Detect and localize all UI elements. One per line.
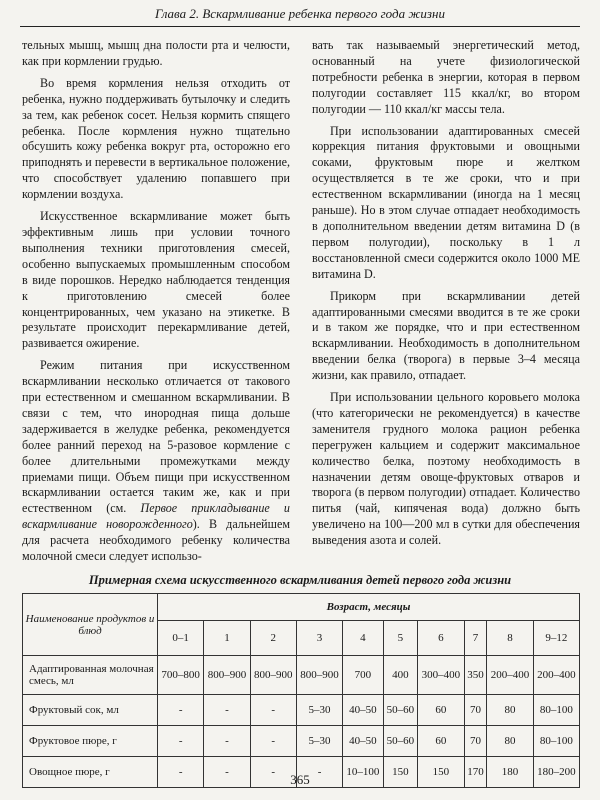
table-row bbox=[23, 726, 580, 757]
table-cell: 70 bbox=[464, 695, 487, 726]
table-cell: - bbox=[250, 726, 296, 757]
table-cell: 40–50 bbox=[343, 726, 383, 757]
table-cell: 60 bbox=[418, 695, 464, 726]
table-cell: 80–100 bbox=[533, 695, 579, 726]
table-cell: 180–200 bbox=[533, 757, 579, 788]
paragraph-text: ). В дальнейшем для расчета необходимого ребенку количества молочной смеси следует использо- bbox=[22, 517, 290, 564]
paragraph-text: Режим питания при искусственном вскармливании несколько отличается от такового при естественном и смешанном вскармливании. В связи с тем, что инородная пища дольше задерживается в желудке ребенка, рекомендуется более ранний переход на 5-разовое кормление с более длительными промежутками между приемами пищи. Объем пищи при искусственном вскармливании остается таким же, как и при естественном (см. bbox=[22, 358, 290, 516]
table-title: Примерная схема искусственного вскармливания детей первого года жизни bbox=[88, 573, 512, 587]
table-cell: 200–400 bbox=[487, 656, 533, 695]
product-name: Овощное пюре, г bbox=[23, 757, 158, 788]
paragraph: Искусственное вскармливание может быть эффективным лишь при условии точного выполнения техники приготовления смесей, особенно выпускаемых промышленным способом в виде порошков. Нередко наблюдается тенденция к приготовлению смесей более концентрированных, чем указано на этикетке. В результате происходит перекармливание детей, развивается ожирение. bbox=[22, 209, 290, 351]
feeding-schedule-table bbox=[22, 593, 580, 788]
left-text-column bbox=[22, 38, 290, 565]
table-cell: - bbox=[158, 726, 204, 757]
table-cell: 5–30 bbox=[296, 726, 342, 757]
age-column-header: 7 bbox=[464, 621, 487, 656]
table-cell: 150 bbox=[383, 757, 418, 788]
page-number: 365 bbox=[290, 772, 310, 787]
running-title: Глава 2. Вскармливание ребенка первого года жизни bbox=[20, 6, 580, 27]
table-cell: 80 bbox=[487, 695, 533, 726]
paragraph: тельных мышц, мышц дна полости рта и челюсти, как при кормлении грудью. bbox=[22, 38, 290, 68]
table-cell: 300–400 bbox=[418, 656, 464, 695]
paragraph bbox=[22, 358, 290, 565]
table-cell: 200–400 bbox=[533, 656, 579, 695]
table-cell: - bbox=[158, 757, 204, 788]
table-cell: - bbox=[250, 757, 296, 788]
paragraph: При использовании адаптированных смесей коррекция питания фруктовыми и овощными соками, фруктовым пюре и желтком осуществляется в те же сроки, что и при естественном вскармливании (иногда на 1 месяц раньше). Но в этом случае отпадает необходимость в дополнительном введении детям витамина D (в первом полугодии), поскольку в 1 л восстановленной смеси содержится около 1000 МЕ витамина D. bbox=[312, 123, 580, 281]
age-column-header: 2 bbox=[250, 621, 296, 656]
table-cell: - bbox=[204, 726, 250, 757]
table-cell: 400 bbox=[383, 656, 418, 695]
paragraph: Во время кормления нельзя отходить от ребенка, нужно поддерживать бутылочку и следить за тем, как ребенок сосет. Нельзя кормить спящего ребенка. После кормления нужно тщательно обсушить кожу ребенка вокруг рта, осторожно его приподнять и перевести в вертикальное положение, что способствует удалению попавшего при кормлении воздуха. bbox=[22, 75, 290, 202]
product-column-header: Наименование продуктов и блюд bbox=[23, 594, 158, 656]
table-cell: 350 bbox=[464, 656, 487, 695]
table-cell: 800–900 bbox=[250, 656, 296, 695]
age-column-header: 3 bbox=[296, 621, 342, 656]
table-cell: 10–100 bbox=[343, 757, 383, 788]
table-cell: 80–100 bbox=[533, 726, 579, 757]
table-cell: - bbox=[158, 695, 204, 726]
cross-reference: Первое прикладывание и вскармливание новорожденного bbox=[22, 501, 290, 532]
paragraph: При использовании цельного коровьего молока (что категорически не рекомендуется) в качестве заменителя грудного молока рацион ребенка перегружен кальцием и содержит максимальное количество белка, поэтому необходимость в назначении детям овоще-фруктовых отваров и творога (в первом полугодии) отпадает. Количество питья (чай, кипяченая вода) должно быть увеличено на 100—200 мл в сутки для обеспечения выведения азота и солей. bbox=[312, 390, 580, 548]
table-cell: 5–30 bbox=[296, 695, 342, 726]
age-column-header: 5 bbox=[383, 621, 418, 656]
table-cell: 150 bbox=[418, 757, 464, 788]
table-cell: 50–60 bbox=[383, 695, 418, 726]
table-cell: 170 bbox=[464, 757, 487, 788]
table-cell: 800–900 bbox=[296, 656, 342, 695]
table-row bbox=[23, 656, 580, 695]
table-cell: 60 bbox=[418, 726, 464, 757]
table-cell: - bbox=[204, 757, 250, 788]
table-cell: 50–60 bbox=[383, 726, 418, 757]
table-cell: 70 bbox=[464, 726, 487, 757]
table-cell: 80 bbox=[487, 726, 533, 757]
product-name: Фруктовый сок, мл bbox=[23, 695, 158, 726]
table-cell: 180 bbox=[487, 757, 533, 788]
table-cell: - bbox=[250, 695, 296, 726]
table-cell: - bbox=[296, 757, 342, 788]
age-column-header: 0–1 bbox=[158, 621, 204, 656]
product-name: Фруктовое пюре, г bbox=[23, 726, 158, 757]
table-cell: - bbox=[204, 695, 250, 726]
right-text-column bbox=[312, 38, 580, 549]
paragraph: Прикорм при вскармливании детей адаптированными смесями вводится в те же сроки и в таком же порядке, что и при естественном вскармливании. Необходимость в дополнительном введении белка (творога) в первые 3–4 месяца жизни, как правило, отпадает. bbox=[312, 288, 580, 383]
table-cell: 800–900 bbox=[204, 656, 250, 695]
paragraph: вать так называемый энергетический метод, основанный на учете физиологической потребности ребенка в энергии, которая в первом полугодии составляет 115 ккал/кг, во втором полугодии — 110 ккал/кг массы тела. bbox=[312, 38, 580, 116]
table-cell: 700–800 bbox=[158, 656, 204, 695]
age-column-header: 8 bbox=[487, 621, 533, 656]
table-cell: 40–50 bbox=[343, 695, 383, 726]
age-column-header: 9–12 bbox=[533, 621, 579, 656]
table-cell: 700 bbox=[343, 656, 383, 695]
product-name: Адаптированная молочная смесь, мл bbox=[23, 656, 158, 695]
age-column-header: 4 bbox=[343, 621, 383, 656]
table-row bbox=[23, 695, 580, 726]
age-group-header: Возраст, месяцы bbox=[158, 594, 580, 621]
age-column-header: 1 bbox=[204, 621, 250, 656]
age-column-header: 6 bbox=[418, 621, 464, 656]
